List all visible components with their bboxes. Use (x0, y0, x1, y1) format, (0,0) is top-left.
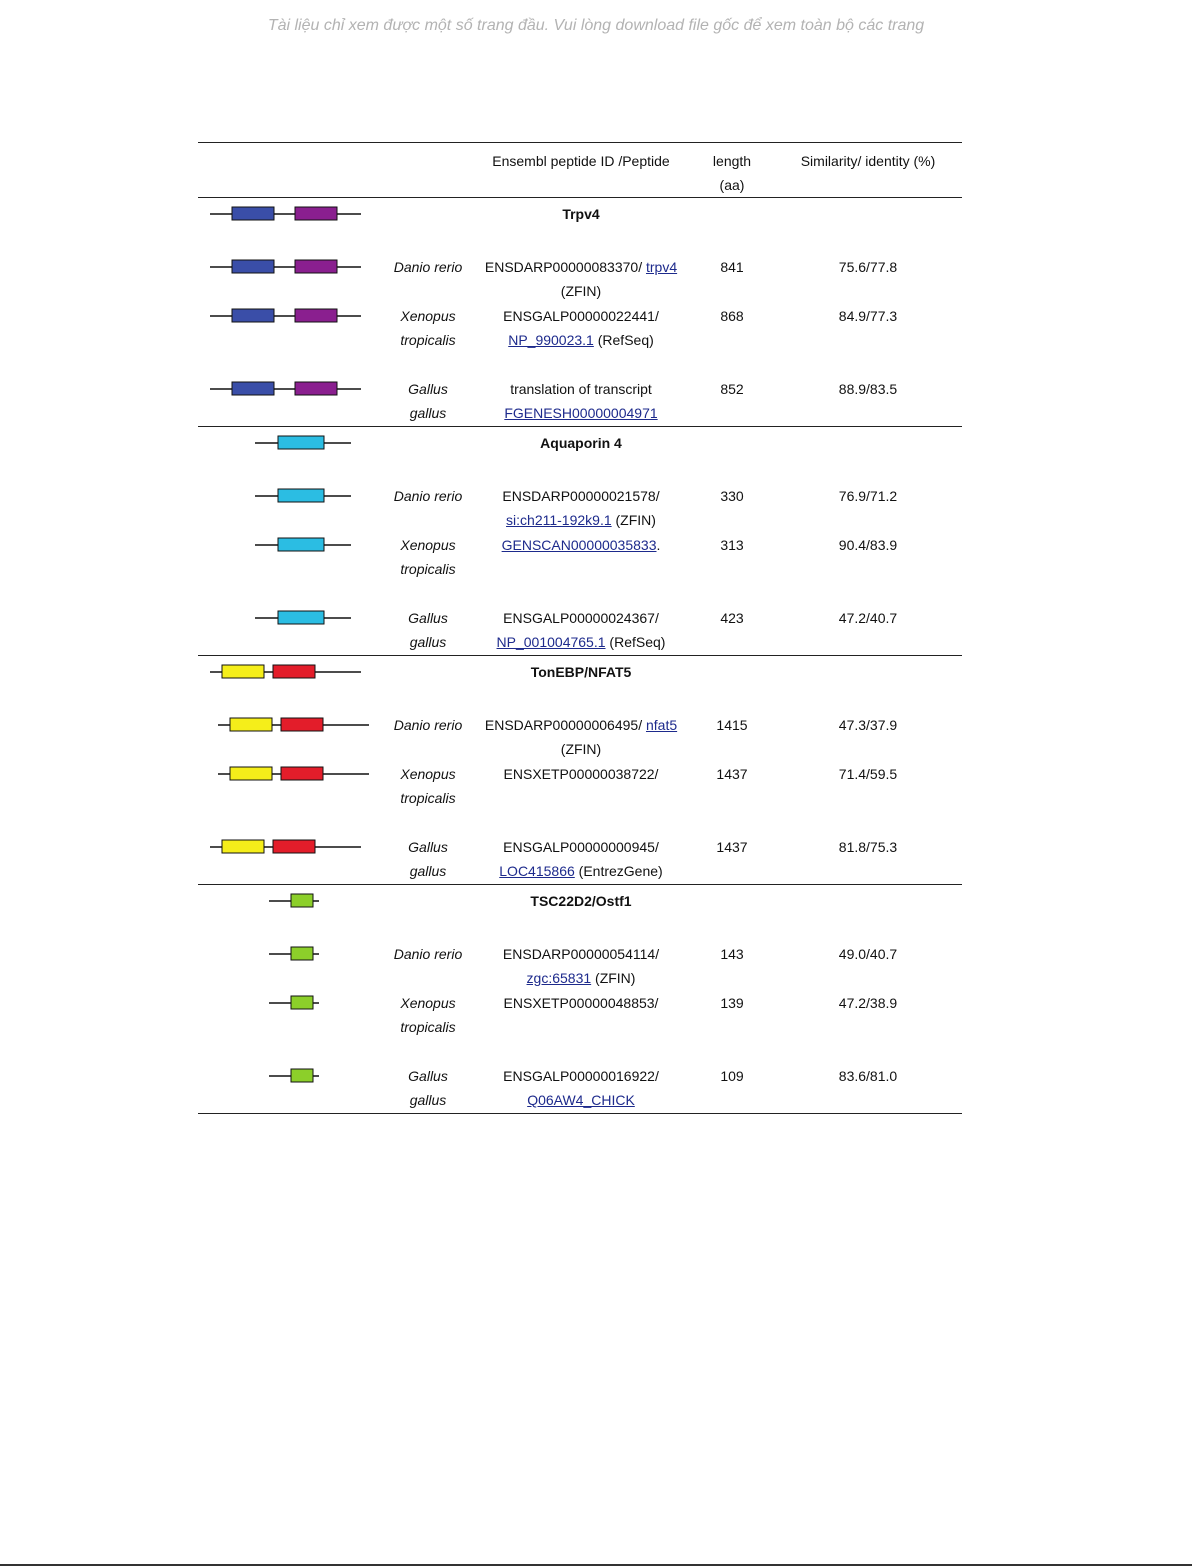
peptide-id (468, 991, 694, 1015)
group-separator-rule (198, 655, 962, 656)
peptide-length: 852 (720, 381, 744, 397)
protein-domain-box (230, 718, 272, 731)
group-domain-diagram (198, 435, 378, 451)
protein-domain-box (281, 718, 323, 731)
protein-domain-box (291, 996, 313, 1009)
peptide-length: 139 (720, 995, 744, 1011)
protein-domain-box (295, 207, 337, 220)
row-domain-diagram (198, 308, 378, 324)
peptide-length: 143 (720, 946, 744, 962)
protein-domain-box (278, 611, 324, 624)
peptide-length: 1437 (716, 839, 748, 855)
peptide-id-line2 (468, 859, 694, 883)
peptide-length: 423 (720, 610, 744, 626)
peptide-id (468, 942, 694, 966)
group-separator-rule (198, 884, 962, 885)
header-similarity: Similarity/ identity (%) (800, 153, 936, 169)
row-domain-diagram (198, 488, 378, 504)
peptide-xref-source: (ZFIN) (611, 512, 656, 528)
peptide-xref-link[interactable]: Q06AW4_CHICK (527, 1092, 635, 1108)
peptide-id (468, 255, 694, 279)
similarity-identity: 47.3/37.9 (838, 717, 898, 733)
header-rule (198, 197, 962, 198)
peptide-length: 330 (720, 488, 744, 504)
peptide-xref-link[interactable]: si:ch211-192k9.1 (506, 512, 612, 528)
protein-domain-box (291, 1069, 313, 1082)
organism-genus: Xenopus (400, 308, 456, 324)
peptide-id-text: ENSXETP00000038722/ (503, 766, 659, 782)
organism-genus: Gallus (408, 381, 448, 397)
peptide-xref-source: (ZFIN) (560, 283, 602, 299)
organism-species: tropicalis (400, 1019, 456, 1035)
peptide-id-line2 (468, 279, 694, 303)
protein-domain-box (273, 665, 315, 678)
row-domain-diagram (198, 381, 378, 397)
similarity-identity: 84.9/77.3 (838, 308, 898, 324)
peptide-gene-link[interactable]: trpv4 (645, 259, 678, 275)
peptide-xref-source: (ZFIN) (560, 741, 602, 757)
organism-species: gallus (409, 1092, 447, 1108)
peptide-length: 109 (720, 1068, 744, 1084)
peptide-xref-link[interactable]: zgc:65831 (526, 970, 592, 986)
protein-domain-box (278, 489, 324, 502)
similarity-identity: 90.4/83.9 (838, 537, 898, 553)
group-domain-diagram (198, 893, 378, 909)
organism-species: tropicalis (400, 561, 456, 577)
peptide-id (468, 606, 694, 630)
table-top-rule (198, 142, 962, 143)
group-title: TonEBP/NFAT5 (530, 664, 632, 680)
peptide-id-text: ENSDARP00000054114/ (502, 946, 660, 962)
peptide-id-text: ENSGALP00000000945/ (503, 839, 659, 855)
peptide-id-line2 (468, 328, 694, 352)
organism-genus: Gallus (408, 839, 448, 855)
protein-domain-box (291, 894, 313, 907)
peptide-id-line2 (468, 401, 694, 425)
protein-domain-box (222, 665, 264, 678)
peptide-id (468, 713, 694, 737)
protein-domain-box (295, 382, 337, 395)
preview-banner: Tài liệu chỉ xem được một số trang đầu. Vui lòng download file gốc để xem toàn bộ các trang (267, 17, 925, 34)
organism-genus: Danio rerio (393, 259, 463, 275)
row-domain-diagram (198, 946, 378, 962)
peptide-id (468, 304, 694, 328)
similarity-identity: 76.9/71.2 (838, 488, 898, 504)
organism-species: tropicalis (400, 790, 456, 806)
peptide-xref-source: (RefSeq) (605, 634, 666, 650)
organism-genus: Xenopus (400, 537, 456, 553)
peptide-id-line2 (468, 737, 694, 761)
peptide-xref-source: (EntrezGene) (574, 863, 663, 879)
peptide-id-text: ENSDARP00000083370/ (484, 259, 646, 275)
protein-domain-box (273, 840, 315, 853)
peptide-length: 1437 (716, 766, 748, 782)
peptide-xref-source: (RefSeq) (593, 332, 654, 348)
protein-domain-box (222, 840, 264, 853)
group-title: Aquaporin 4 (540, 435, 622, 451)
peptide-xref-link[interactable]: NP_990023.1 (508, 332, 594, 348)
row-domain-diagram (198, 839, 378, 855)
peptide-id-text: translation of transcript (510, 381, 652, 397)
peptide-id-text: ENSGALP00000022441/ (503, 308, 659, 324)
similarity-identity: 83.6/81.0 (838, 1068, 898, 1084)
peptide-id-line2 (468, 966, 694, 990)
protein-domain-box (278, 538, 324, 551)
similarity-identity: 81.8/75.3 (838, 839, 898, 855)
peptide-length: 841 (720, 259, 744, 275)
group-title: TSC22D2/Ostf1 (530, 893, 632, 909)
peptide-id (468, 377, 694, 401)
group-domain-diagram (198, 664, 378, 680)
peptide-id-text: ENSDARP00000021578/ (502, 488, 660, 504)
protein-domain-box (278, 436, 324, 449)
peptide-id (468, 533, 694, 557)
protein-domain-box (295, 309, 337, 322)
peptide-id-line2 (468, 1088, 694, 1112)
row-domain-diagram (198, 717, 378, 733)
organism-species: gallus (409, 863, 447, 879)
protein-domain-box (232, 309, 274, 322)
peptide-id-line2 (468, 630, 694, 654)
peptide-id-text: ENSGALP00000024367/ (503, 610, 659, 626)
peptide-xref-link[interactable]: FGENESH00000004971 (504, 405, 658, 421)
organism-genus: Danio rerio (393, 488, 463, 504)
protein-domain-box (232, 207, 274, 220)
similarity-identity: 47.2/38.9 (838, 995, 898, 1011)
peptide-id (468, 762, 694, 786)
group-separator-rule (198, 426, 962, 427)
peptide-id (468, 484, 694, 508)
peptide-gene-link[interactable]: GENSCAN00000035833 (501, 537, 657, 553)
row-domain-diagram (198, 537, 378, 553)
peptide-id-text: ENSXETP00000048853/ (503, 995, 659, 1011)
organism-species: tropicalis (400, 332, 456, 348)
group-domain-diagram (198, 206, 378, 222)
peptide-length: 1415 (716, 717, 748, 733)
protein-domain-box (232, 260, 274, 273)
peptide-length: 313 (720, 537, 744, 553)
organism-genus: Xenopus (400, 766, 456, 782)
group-title: Trpv4 (562, 206, 600, 222)
row-domain-diagram (198, 1068, 378, 1084)
row-domain-diagram (198, 766, 378, 782)
organism-genus: Danio rerio (393, 946, 463, 962)
protein-domain-box (295, 260, 337, 273)
peptide-xref-link[interactable]: NP_001004765.1 (496, 634, 606, 650)
peptide-xref-source: (ZFIN) (591, 970, 636, 986)
protein-domain-box (281, 767, 323, 780)
organism-species: gallus (409, 634, 447, 650)
peptide-id-line2 (468, 508, 694, 532)
protein-domain-box (291, 947, 313, 960)
peptide-id-text: ENSDARP00000006495/ (484, 717, 646, 733)
organism-species: gallus (409, 405, 447, 421)
similarity-identity: 88.9/83.5 (838, 381, 898, 397)
protein-domain-box (230, 767, 272, 780)
organism-genus: Gallus (408, 610, 448, 626)
peptide-id (468, 1064, 694, 1088)
protein-domain-box (232, 382, 274, 395)
organism-genus: Gallus (408, 1068, 448, 1084)
peptide-id (468, 835, 694, 859)
row-domain-diagram (198, 259, 378, 275)
peptide-id-suffix: . (656, 537, 661, 553)
peptide-id-text: ENSGALP00000016922/ (503, 1068, 659, 1084)
header-peptide: Ensembl peptide ID /Peptide (492, 153, 670, 169)
similarity-identity: 71.4/59.5 (838, 766, 898, 782)
peptide-gene-link[interactable]: nfat5 (645, 717, 678, 733)
peptide-xref-link[interactable]: LOC415866 (499, 863, 575, 879)
similarity-identity: 49.0/40.7 (838, 946, 898, 962)
header-length-unit: (aa) (719, 177, 745, 193)
organism-genus: Xenopus (400, 995, 456, 1011)
header-length: length (712, 153, 752, 169)
organism-genus: Danio rerio (393, 717, 463, 733)
row-domain-diagram (198, 995, 378, 1011)
peptide-length: 868 (720, 308, 744, 324)
group-separator-rule (198, 1113, 962, 1114)
similarity-identity: 75.6/77.8 (838, 259, 898, 275)
similarity-identity: 47.2/40.7 (838, 610, 898, 626)
row-domain-diagram (198, 610, 378, 626)
